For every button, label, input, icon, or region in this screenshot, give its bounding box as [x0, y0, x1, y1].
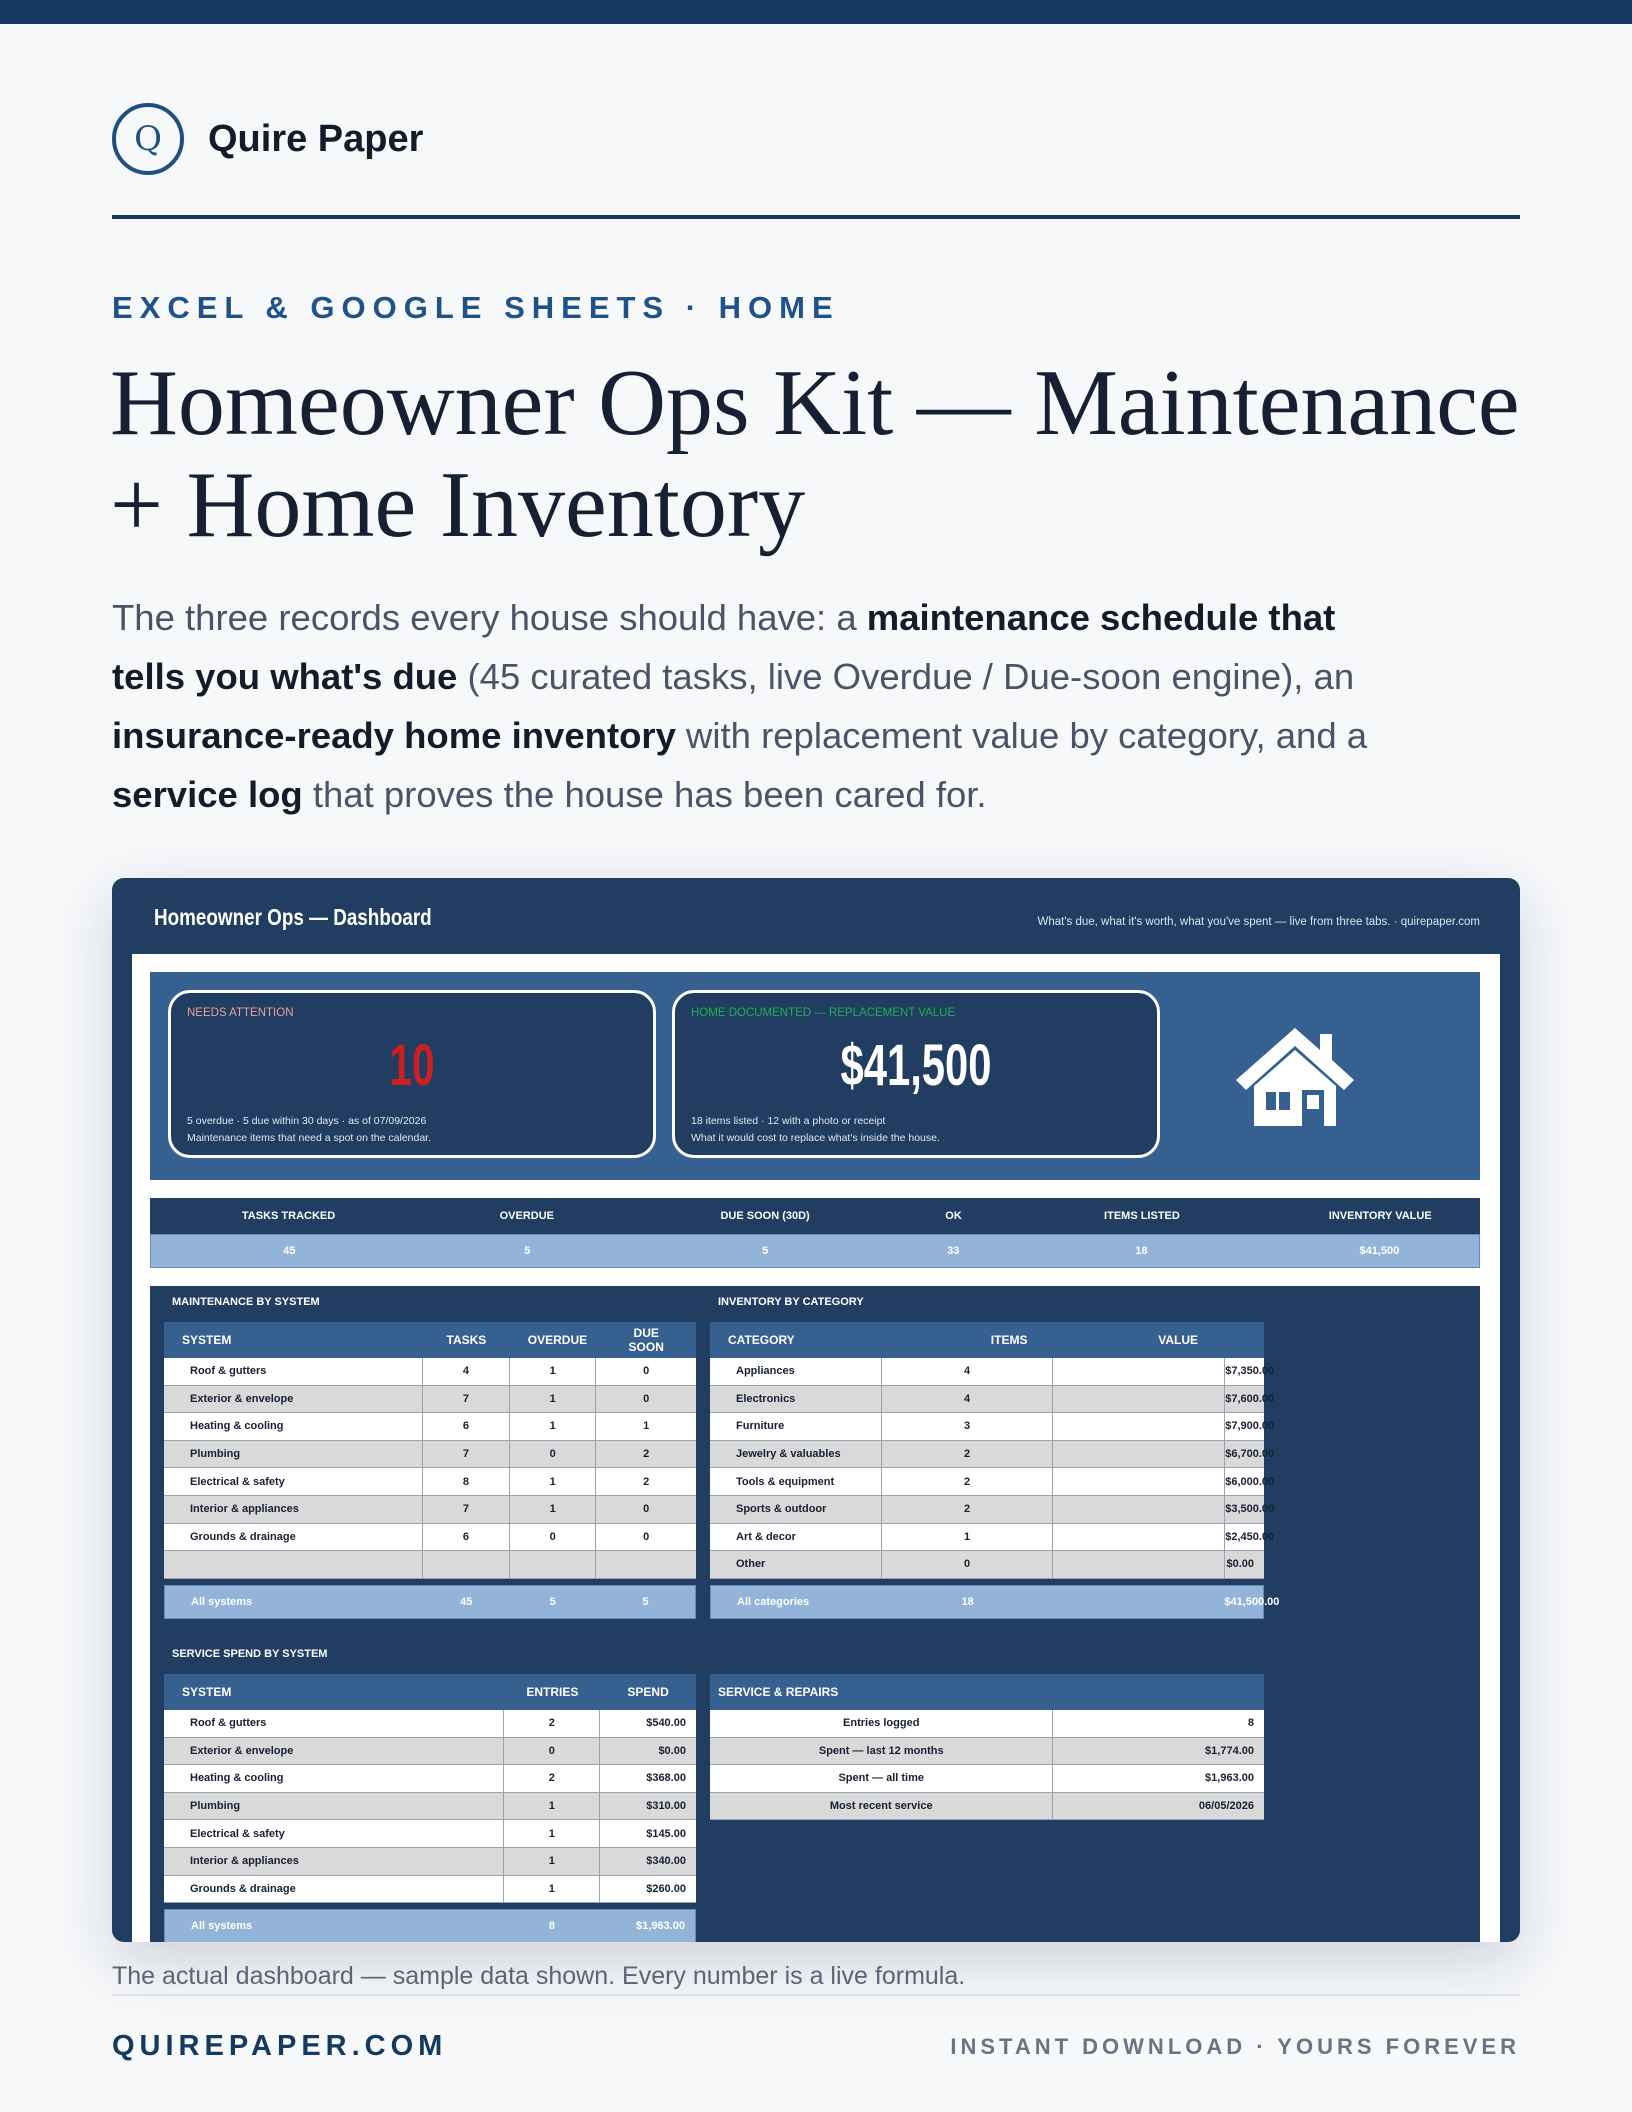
- needs-attention-value: 10: [389, 1033, 435, 1098]
- lede-bold-2: insurance-ready home inventory: [112, 715, 676, 756]
- lede-text-4: that proves the house has been cared for.: [302, 774, 987, 815]
- total-cell: All systems: [191, 1595, 253, 1608]
- table-cell: Electrical & safety: [164, 1468, 423, 1495]
- table-cell: $3,500.00: [1225, 1503, 1275, 1516]
- table-cell: 0: [504, 1738, 600, 1765]
- home-documented-label: HOME DOCUMENTED — REPLACEMENT VALUE: [691, 1007, 956, 1019]
- table-cell: [1053, 1413, 1225, 1440]
- dashboard-header: [112, 878, 1520, 954]
- table-cell: 0: [510, 1524, 597, 1551]
- table-cell: 0: [643, 1365, 650, 1378]
- table-cell: 1: [504, 1876, 600, 1903]
- table-cell: $368.00: [646, 1772, 686, 1785]
- table-cell: $0.00: [658, 1744, 686, 1757]
- table-body: [710, 1710, 1264, 1820]
- table-cell: $260.00: [646, 1882, 686, 1895]
- kpi-value: 45: [283, 1245, 296, 1257]
- column-header: CATEGORY: [728, 1333, 795, 1347]
- inventory-table: [710, 1322, 1280, 1619]
- total-cell: All systems: [191, 1920, 253, 1933]
- table-body: [710, 1358, 1275, 1579]
- header-divider: [112, 215, 1520, 219]
- table-cell: 2: [882, 1496, 1054, 1523]
- kpi-header-row: [150, 1198, 1480, 1234]
- table-cell: 1: [510, 1358, 597, 1385]
- lede-text-2: (45 curated tasks, live Overdue / Due-soon engine), an: [457, 656, 1355, 697]
- spend-row: [164, 1765, 696, 1793]
- table-cell: 7: [423, 1441, 510, 1468]
- inventory-row: [710, 1386, 1275, 1414]
- table-header-row: [164, 1674, 696, 1710]
- lede-bold-1: maintenance schedule that tells you what's due: [112, 597, 1336, 697]
- total-cell: 8: [548, 1920, 555, 1933]
- maintenance-row: [164, 1551, 696, 1579]
- category-eyebrow: EXCEL & GOOGLE SHEETS · HOME: [112, 290, 840, 325]
- maintenance-section-title: MAINTENANCE BY SYSTEM: [172, 1296, 320, 1308]
- table-cell: 1: [510, 1413, 597, 1440]
- table-cell: 2: [882, 1441, 1054, 1468]
- table-cell: Spent — all time: [710, 1765, 1053, 1792]
- table-cell: Appliances: [710, 1358, 882, 1385]
- table-cell: 2: [504, 1765, 600, 1792]
- table-cell: $540.00: [646, 1717, 686, 1730]
- inventory-row: [710, 1551, 1264, 1579]
- total-cell: $1,963.00: [636, 1920, 685, 1933]
- table-cell: [164, 1551, 423, 1578]
- spend-row: [164, 1876, 696, 1904]
- table-cell: Spent — last 12 months: [710, 1738, 1053, 1765]
- table-cell: 1: [643, 1420, 650, 1433]
- table-body: [164, 1710, 696, 1903]
- table-cell: Jewelry & valuables: [710, 1441, 882, 1468]
- table-cell: 1: [510, 1468, 597, 1495]
- table-cell: [510, 1551, 597, 1578]
- table-cell: 0: [643, 1503, 650, 1516]
- table-cell: [1053, 1468, 1225, 1495]
- table-cell: Furniture: [710, 1413, 882, 1440]
- hero-band: [150, 972, 1480, 1180]
- table-cell: $1,963.00: [1205, 1772, 1254, 1785]
- table-cell: $2,450.00: [1225, 1530, 1275, 1543]
- table-cell: Most recent service: [710, 1793, 1053, 1820]
- column-header: OVERDUE: [527, 1333, 588, 1347]
- table-cell: 2: [882, 1468, 1054, 1495]
- lede-bold-3: service log: [112, 774, 303, 815]
- footer-divider: [112, 1994, 1520, 1996]
- table-cell: 06/05/2026: [1198, 1800, 1254, 1813]
- kpi-label: ITEMS LISTED: [1104, 1210, 1180, 1222]
- table-total-row: [164, 1909, 696, 1942]
- table-cell: Roof & gutters: [164, 1358, 423, 1385]
- product-description: [112, 588, 1382, 824]
- spend-row: [164, 1710, 696, 1738]
- table-cell: Plumbing: [164, 1793, 504, 1820]
- kpi-value: 5: [762, 1245, 769, 1257]
- total-cell: 45: [460, 1595, 473, 1608]
- needs-attention-card: [168, 990, 656, 1158]
- spend-row: [164, 1738, 696, 1766]
- table-cell: $310.00: [646, 1800, 686, 1813]
- column-header: SYSTEM: [182, 1333, 232, 1347]
- lede-text-3: with replacement value by category, and a: [675, 715, 1368, 756]
- column-header: TASKS: [446, 1333, 487, 1347]
- table-cell: 8: [423, 1468, 510, 1495]
- table-cell: 4: [882, 1358, 1054, 1385]
- total-cell: All categories: [737, 1595, 810, 1608]
- kpi-value: $41,500: [1359, 1245, 1400, 1257]
- maintenance-row: [164, 1524, 696, 1552]
- table-total-row: [164, 1585, 696, 1619]
- table-cell: [1053, 1386, 1225, 1413]
- screenshot-caption: The actual dashboard — sample data shown. Every number is a live formula.: [112, 1962, 966, 1990]
- total-cell: 18: [961, 1595, 974, 1608]
- home-documented-value: $41,500: [840, 1033, 992, 1098]
- lede-text-1: The three records every house should have: a: [112, 597, 867, 638]
- table-cell: [596, 1551, 695, 1578]
- total-cell: [1053, 1586, 1224, 1618]
- brand-logo-icon: Q: [112, 103, 184, 175]
- table-header-row: [710, 1674, 1264, 1710]
- home-documented-detail: 18 items listed · 12 with a photo or receipt: [691, 1115, 886, 1127]
- table-cell: 1: [510, 1496, 597, 1523]
- maintenance-row: [164, 1468, 696, 1496]
- column-header: ITEMS: [990, 1333, 1028, 1347]
- inventory-row: [710, 1496, 1275, 1524]
- kpi-label: TASKS TRACKED: [241, 1210, 336, 1222]
- table-cell: Sports & outdoor: [710, 1496, 882, 1523]
- table-cell: $6,700.00: [1225, 1448, 1275, 1461]
- total-cell: $41,500.00: [1224, 1595, 1280, 1608]
- maintenance-row: [164, 1386, 696, 1414]
- table-cell: [1053, 1496, 1225, 1523]
- table-cell: 7: [423, 1386, 510, 1413]
- table-cell: 1: [504, 1848, 600, 1875]
- table-cell: 0: [510, 1441, 597, 1468]
- repairs-row: [710, 1738, 1264, 1766]
- table-cell: $7,350.00: [1225, 1365, 1275, 1378]
- brand-name: Quire Paper: [208, 117, 424, 160]
- footer-site-link[interactable]: QUIREPAPER.COM: [112, 2030, 448, 2062]
- spend-row: [164, 1848, 696, 1876]
- table-cell: Tools & equipment: [710, 1468, 882, 1495]
- maintenance-row: [164, 1358, 696, 1386]
- column-header: SERVICE & REPAIRS: [718, 1685, 839, 1699]
- spend-row: [164, 1820, 696, 1848]
- table-cell: Plumbing: [164, 1441, 423, 1468]
- spend-section-title: SERVICE SPEND BY SYSTEM: [172, 1648, 328, 1660]
- table-cell: 2: [504, 1710, 600, 1737]
- tables-panel: [150, 1286, 1480, 1942]
- column-header: VALUE: [1158, 1333, 1198, 1347]
- table-total-row: [710, 1585, 1280, 1619]
- footer-tagline: INSTANT DOWNLOAD · YOURS FOREVER: [950, 2034, 1520, 2059]
- table-cell: [1053, 1524, 1225, 1551]
- dashboard-screenshot: [112, 878, 1520, 1942]
- kpi-label: OK: [945, 1210, 962, 1222]
- top-accent-bar: [0, 0, 1632, 24]
- kpi-label: OVERDUE: [499, 1210, 555, 1222]
- repairs-row: [710, 1765, 1264, 1793]
- house-icon: [1232, 1022, 1358, 1132]
- table-cell: [1053, 1441, 1225, 1468]
- table-cell: 1: [882, 1524, 1054, 1551]
- maintenance-row: [164, 1441, 696, 1469]
- table-cell: $6,000.00: [1225, 1475, 1275, 1488]
- table-cell: 2: [643, 1475, 650, 1488]
- inventory-row: [710, 1524, 1275, 1552]
- table-cell: Electronics: [710, 1386, 882, 1413]
- table-cell: $7,900.00: [1225, 1420, 1275, 1433]
- table-cell: [1053, 1551, 1225, 1578]
- table-cell: 0: [643, 1530, 650, 1543]
- dashboard-title: Homeowner Ops — Dashboard: [154, 904, 432, 930]
- table-cell: $1,774.00: [1205, 1744, 1254, 1757]
- needs-attention-label: NEEDS ATTENTION: [187, 1007, 294, 1019]
- page-title: Homeowner Ops Kit — Maintenance + Home Inventory: [110, 351, 1520, 557]
- home-documented-note: What it would cost to replace what's inside the house.: [691, 1132, 940, 1144]
- table-cell: 2: [643, 1448, 650, 1461]
- table-cell: [1053, 1358, 1225, 1385]
- total-cell: 5: [549, 1595, 556, 1608]
- inventory-row: [710, 1441, 1275, 1469]
- table-cell: Other: [710, 1551, 882, 1578]
- kpi-value: 18: [1135, 1245, 1148, 1257]
- home-documented-card: [672, 990, 1160, 1158]
- table-cell: 1: [504, 1820, 600, 1847]
- table-cell: Grounds & drainage: [164, 1876, 504, 1903]
- total-cell: 5: [642, 1595, 649, 1608]
- table-header-row: [710, 1322, 1264, 1358]
- table-cell: Art & decor: [710, 1524, 882, 1551]
- table-cell: 4: [882, 1386, 1054, 1413]
- repairs-row: [710, 1793, 1264, 1821]
- needs-attention-detail: 5 overdue · 5 due within 30 days · as of 07/09/2026: [187, 1115, 427, 1127]
- table-cell: Heating & cooling: [164, 1413, 423, 1440]
- table-cell: 4: [423, 1358, 510, 1385]
- kpi-label: DUE SOON (30D): [720, 1210, 810, 1222]
- kpi-value: 5: [524, 1245, 531, 1257]
- dashboard-sheet: [132, 954, 1500, 1942]
- table-cell: $0.00: [1226, 1558, 1254, 1571]
- table-cell: 1: [510, 1386, 597, 1413]
- repairs-row: [710, 1710, 1264, 1738]
- inventory-row: [710, 1468, 1275, 1496]
- table-cell: $7,600.00: [1225, 1392, 1275, 1405]
- table-cell: Roof & gutters: [164, 1710, 504, 1737]
- table-cell: 1: [504, 1793, 600, 1820]
- table-cell: 7: [423, 1496, 510, 1523]
- table-cell: 0: [643, 1392, 650, 1405]
- kpi-value-row: [150, 1234, 1480, 1268]
- table-cell: $145.00: [646, 1827, 686, 1840]
- repairs-table: [710, 1674, 1264, 1820]
- brand-header[interactable]: [112, 102, 423, 176]
- table-cell: Exterior & envelope: [164, 1386, 423, 1413]
- spend-row: [164, 1793, 696, 1821]
- kpi-value: 33: [947, 1245, 960, 1257]
- table-cell: $340.00: [646, 1855, 686, 1868]
- maintenance-row: [164, 1413, 696, 1441]
- inventory-row: [710, 1358, 1275, 1386]
- table-cell: Exterior & envelope: [164, 1738, 504, 1765]
- table-cell: 8: [1247, 1717, 1254, 1730]
- table-cell: Grounds & drainage: [164, 1524, 423, 1551]
- dashboard-tagline: What's due, what it's worth, what you've spent — live from three tabs. · quirepaper.com: [1037, 916, 1480, 928]
- maintenance-row: [164, 1496, 696, 1524]
- table-cell: 3: [882, 1413, 1054, 1440]
- table-cell: Interior & appliances: [164, 1496, 423, 1523]
- table-cell: Electrical & safety: [164, 1820, 504, 1847]
- table-cell: 6: [423, 1413, 510, 1440]
- table-cell: Entries logged: [710, 1710, 1053, 1737]
- needs-attention-note: Maintenance items that need a spot on the calendar.: [187, 1132, 431, 1144]
- column-header: SYSTEM: [182, 1685, 232, 1699]
- column-header: ENTRIES: [526, 1685, 579, 1699]
- column-header: DUE SOON: [628, 1326, 664, 1354]
- inventory-row: [710, 1413, 1275, 1441]
- inventory-section-title: INVENTORY BY CATEGORY: [718, 1296, 864, 1308]
- table-cell: Heating & cooling: [164, 1765, 504, 1792]
- table-cell: Interior & appliances: [164, 1848, 504, 1875]
- spend-table: [164, 1674, 696, 1942]
- table-cell: [423, 1551, 510, 1578]
- column-header: SPEND: [627, 1685, 669, 1699]
- table-header-row: [164, 1322, 696, 1358]
- table-cell: 6: [423, 1524, 510, 1551]
- kpi-label: INVENTORY VALUE: [1328, 1210, 1432, 1222]
- table-body: [164, 1358, 696, 1579]
- table-cell: 0: [882, 1551, 1054, 1578]
- maintenance-table: [164, 1322, 696, 1619]
